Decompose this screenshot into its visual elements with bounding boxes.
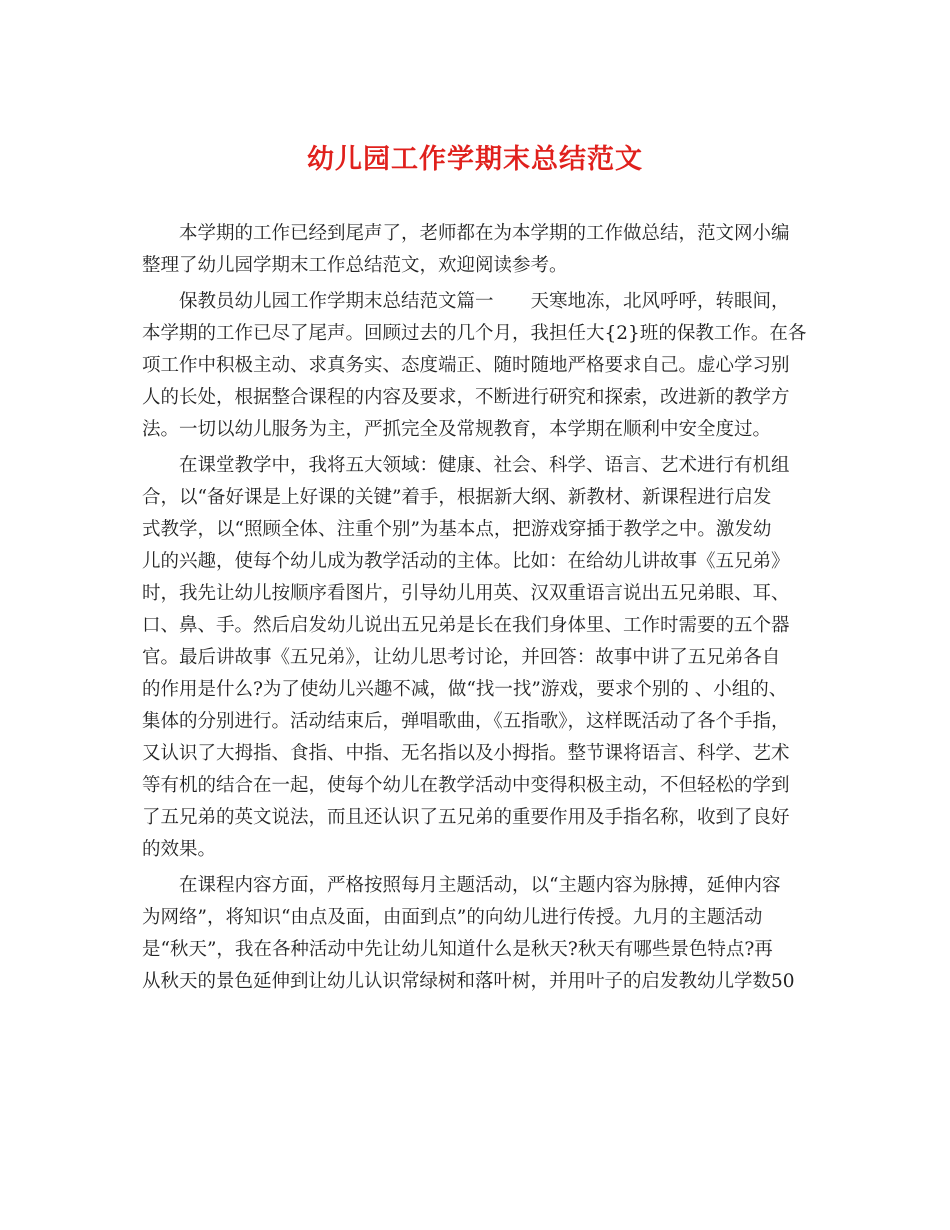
text-line: 项工作中积极主动、求真务实、态度端正、随时随地严格要求自己。虚心学习别 (142, 355, 790, 376)
paragraph-4 (142, 870, 806, 998)
text-line: 官。最后讲故事《五兄弟》，让幼儿思考讨论，并回答：故事中讲了五兄弟各自 (142, 647, 781, 668)
text-line: 在课堂教学中，我将五大领域：健康、社会、科学、语言、艺术进行有机组 (179, 455, 790, 476)
text-line: 的效果。 (142, 839, 217, 860)
text-line: 本学期的工作已尽了尾声。回顾过去的几个月，我担任大{2}班的保教工作。在各 (142, 323, 807, 344)
text-line: 又认识了大拇指、食指、中指、无名指以及小拇指。整节课将语言、科学、艺术 (142, 743, 790, 764)
text-line: 等有机的结合在一起，使每个幼儿在教学活动中变得积极主动，不但轻松的学到 (142, 775, 790, 796)
paragraph-2 (142, 286, 806, 446)
text-line: 从秋天的景色延伸到让幼儿认识常绿树和落叶树，并用叶子的启发教幼儿学数50 (142, 971, 795, 992)
text-line: 人的长处，根据整合课程的内容及要求，不断进行研究和探索，改进新的教学方 (142, 387, 790, 408)
text-line: 了五兄弟的英文说法，而且还认识了五兄弟的重要作用及手指名称，收到了良好 (142, 807, 790, 828)
text-line: 时，我先让幼儿按顺序看图片，引导幼儿用英、汉双重语言说出五兄弟眼、耳、 (142, 583, 790, 604)
document-title: 幼儿园工作学期末总结范文 (307, 144, 643, 175)
text-line: 式教学，以“照顾全体、注重个别”为基本点，把游戏穿插于教学之中。激发幼 (142, 519, 772, 540)
text-line: 为网络”，将知识“由点及面，由面到点”的向幼儿进行传授。九月的主题活动 (142, 907, 763, 928)
text-line: 儿的兴趣，使每个幼儿成为教学活动的主体。比如：在给幼儿讲故事《五兄弟》 (142, 551, 790, 572)
text-line: 保教员幼儿园工作学期末总结范文篇一 天寒地冻，北风呼呼，转眼间， (179, 291, 790, 312)
text-line: 合，以“备好课是上好课的关键”着手，根据新大纲、新教材、新课程进行启发 (142, 487, 772, 508)
text-line: 集体的分别进行。活动结束后，弹唱歌曲，《五指歌》，这样既活动了各个手指， (142, 711, 790, 732)
text-line: 在课程内容方面，严格按照每月主题活动，以“主题内容为脉搏，延伸内容 (179, 875, 781, 896)
paragraph-3 (142, 450, 806, 866)
text-line: 是“秋天”，我在各种活动中先让幼儿知道什么是秋天?秋天有哪些景色特点?再 (142, 939, 773, 960)
text-line: 整理了幼儿园学期末工作总结范文，欢迎阅读参考。 (142, 255, 568, 276)
paragraph-1 (142, 218, 806, 282)
text-line: 口、鼻、手。然后启发幼儿说出五兄弟是长在我们身体里、工作时需要的五个器 (142, 615, 790, 636)
text-line: 法。一切以幼儿服务为主，严抓完全及常规教育，本学期在顺利中安全度过。 (142, 419, 772, 440)
text-line: 的作用是什么?为了使幼儿兴趣不减，做“找一找”游戏，要求个别的 、小组的、 (142, 679, 788, 700)
document-body (142, 218, 806, 998)
text-line: 本学期的工作已经到尾声了，老师都在为本学期的工作做总结，范文网小编 (179, 223, 790, 244)
